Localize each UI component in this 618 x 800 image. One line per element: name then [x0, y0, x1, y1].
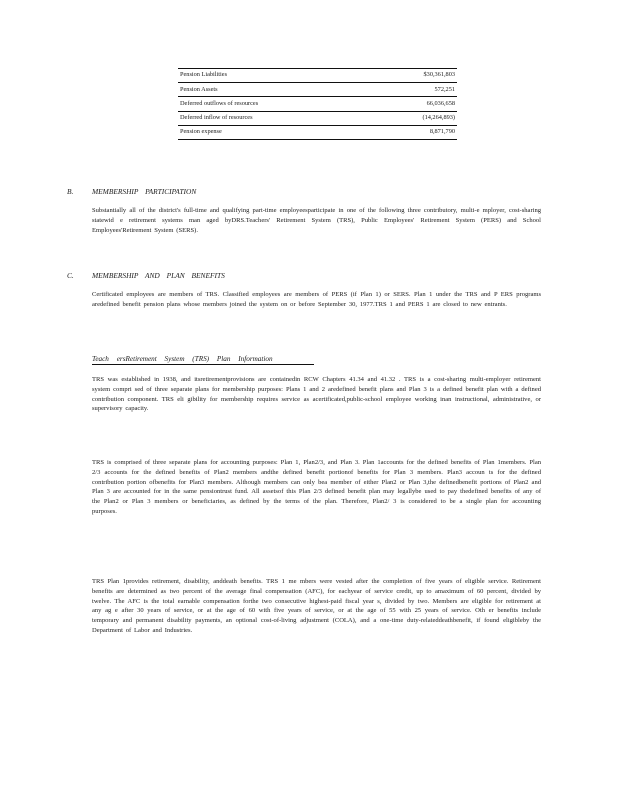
section-title: MEMBERSHIP AND PLAN BENEFITS	[92, 271, 225, 280]
row-amount: 66,036,658	[371, 97, 457, 111]
section-letter: C.	[67, 271, 74, 280]
row-amount: 8,871,790	[371, 125, 457, 139]
trs-established-paragraph: TRS was established in 1938, and itsretirementprovisions are containedin RCW Chapters 41.34 and 41.32 . TRS is a cost-sharing multi-employer retirement system compri sed of three separate plans for membership purposes: Plans 1 and 2 aredefined benefit plans and Plan 3 is a defined benefit plan with a defined contribution component. TRS eli gibility for membership requires service as acertificated,public-school employee working inan instructional, administrative, or supervisory capacity.	[92, 376, 541, 413]
row-label: Pension expense	[178, 125, 371, 139]
pension-summary-table	[178, 68, 457, 140]
table-row	[178, 69, 457, 83]
row-label: Deferred inflow of resources	[178, 111, 371, 125]
trs-plans-paragraph: TRS is comprised of three separate plans for accounting purposes: Plan 1, Plan2/3, and Plan 3. Plan 1accounts for the defined benefits of Plan 1members. Plan 2/3 accounts for the defined benefits of Plan2 members andthe defined benefit portionof benefits for Plan 3 members. Plan3 accoun ts for the defined contribution portion ofbenefits for Plan3 members. Although members can only bea member of either Plan2 or Plan 3,the definedbenefit portions of Plan2 and Plan 3 are accounted for in the same pensiontrust fund. All assetsof this Plan 2/3 defined benefit plan may legallybe used to pay thedefined benefits of any of the Plan2 or Plan 3 members or beneficiaries, as defined by the terms of the plan. Therefore, Plan2/ 3 is considered to be a single plan for accounting purposes.	[92, 459, 541, 515]
trs-plan-information-subheading: Teach ersRetirement System (TRS) Plan Information	[92, 355, 314, 365]
table-row	[178, 83, 457, 97]
row-amount: (14,264,893)	[371, 111, 457, 125]
row-amount: 572,251	[371, 83, 457, 97]
section-b-heading	[67, 187, 367, 197]
row-amount: $30,361,803	[371, 69, 457, 83]
table-row	[178, 125, 457, 139]
table-row	[178, 111, 457, 125]
table-row	[178, 97, 457, 111]
section-letter: B.	[67, 187, 74, 196]
section-c-heading	[67, 271, 367, 281]
membership-participation-paragraph: Substantially all of the district's full-time and qualifying part-time employeesparticipate in one of the following three contributory, multi-e mployer, cost-sharing statewid e retirement systems man aged byDRS.Teachers' Retirement System (TRS), Public Employees' Retirement System (PERS) and School Employees'Retirement System (SERS).	[92, 207, 541, 234]
section-title: MEMBERSHIP PARTICIPATION	[92, 187, 197, 196]
row-label: Deferred outflows of resources	[178, 97, 371, 111]
row-label: Pension Assets	[178, 83, 371, 97]
row-label: Pension Liabilities	[178, 69, 371, 83]
trs-plan1-benefits-paragraph: TRS Plan 1provides retirement, disability, anddeath benefits. TRS 1 me mbers were vested after the completion of five years of eligible service. Retirement benefits are determined as two percent of the average final compensation (AFC), for eachyear of service credit, up to amaximum of 60 percent, divided by twelve. The AFC is the total earnable compensation forthe two consecutive highest-paid fiscal year s, divided by two. Members are eligible for retirement at any ag e after 30 years of service, or at the age of 60 with five years of service, or at the age of 55 with 25 years of service. Oth er benefits include temporary and permanent disability payments, an optional cost-of-living adjustment (COLA), and a one-time duty-relateddeathbenefit, if found eligibleby the Department of Labor and Industries.	[92, 578, 541, 634]
membership-benefits-paragraph: Certificated employees are members of TRS. Classified employees are members of PERS (if Plan 1) or SERS. Plan 1 under the TRS and P ERS programs aredefined benefit pension plans whose members joined the system on or before September 30, 1977.TRS 1 and PERS 1 are closed to new entrants.	[92, 291, 541, 308]
